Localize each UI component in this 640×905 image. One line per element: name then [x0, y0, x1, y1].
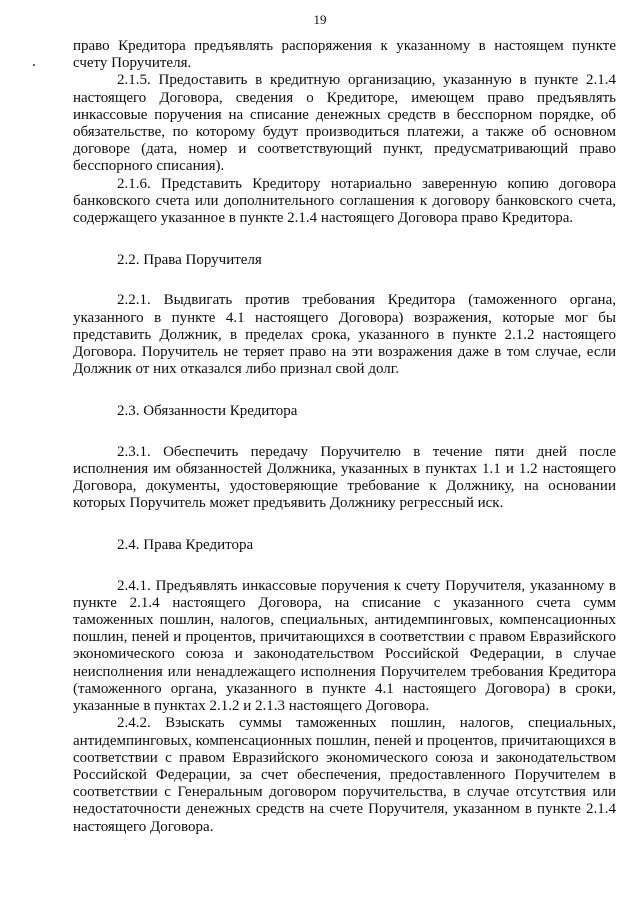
paragraph-2-4-1: 2.4.1. Предъявлять инкассовые поручения к счету Поручителя, указанному в пункте 2.1.4 настоящего Договора, на списание с указанного счета сумм таможенных пошлин, налогов, специальных, антидемпинговых, компенсационных пошлин, пеней и процентов, причитающихся в соответствии с правом Евразийского экономического союза и законодательством Российской Федерации, в случае неисполнения или ненадлежащего исполнения Поручителем требования Кредитора (таможенного органа, указанного в пункте 4.1 настоящего Договора) в сроки, указанные в пунктах 2.1.2 и 2.1.3 настоящего Договора.: [73, 577, 616, 715]
paragraph-intro-continuation: право Кредитора предъявлять распоряжения к указанному в настоящем пункте счету Поручителя.: [73, 38, 616, 72]
document-body: [73, 38, 616, 836]
section-heading-2-3: 2.3. Обязанности Кредитора: [117, 403, 298, 420]
paragraph-2-3-1: 2.3.1. Обеспечить передачу Поручителю в течение пяти дней после исполнения им обязанностей Должника, указанных в пунктах 1.1 и 1.2 настоящего Договора, документы, удостоверяющие требование к Должнику, на основании которых Поручитель может предъявить Должнику регрессный иск.: [73, 443, 616, 512]
scan-speck: [33, 64, 35, 66]
page-number: 19: [313, 12, 327, 27]
section-heading-2-2: 2.2. Права Поручителя: [117, 252, 262, 269]
paragraph-2-1-5: 2.1.5. Предоставить в кредитную организацию, указанную в пункте 2.1.4 настоящего Договора, сведения о Кредиторе, имеющем право предъявлять инкассовые поручения на списание денежных средств в бесспорном порядке, об обязательстве, по которому будут производиться платежи, а также об основном договоре (дата, номер и соответствующий пункт, предусматривающий право бесспорного списания).: [73, 72, 616, 175]
paragraph-2-1-6: 2.1.6. Представить Кредитору нотариально заверенную копию договора банковского счета или дополнительного соглашения к договору банковского счета, содержащего указанное в пункте 2.1.4 настоящего Договора право Кредитора.: [73, 175, 616, 227]
paragraph-2-4-2: 2.4.2. Взыскать суммы таможенных пошлин, налогов, специальных, антидемпинговых, компенсационных пошлин, пеней и процентов, причитающихся в соответствии с правом Евразийского экономического союза и законодательством Российской Федерации, за счет обеспечения, предоставленного Поручителем в соответствии с Генеральным договором поручительства, в случае отсутствия или недостаточности денежных средств на счете Поручителя, указанном в пункте 2.1.4 настоящего Договора.: [73, 715, 616, 835]
section-heading-2-4: 2.4. Права Кредитора: [117, 537, 254, 554]
paragraph-2-2-1: 2.2.1. Выдвигать против требования Кредитора (таможенного органа, указанного в пункте 4.1 настоящего Договора) возражения, которые мог бы представить Должник, в пределах срока, указанного в пункте 2.1.2 настоящего Договора. Поручитель не теряет право на эти возражения даже в том случае, если Должник от них отказался либо признал свой долг.: [73, 292, 616, 378]
